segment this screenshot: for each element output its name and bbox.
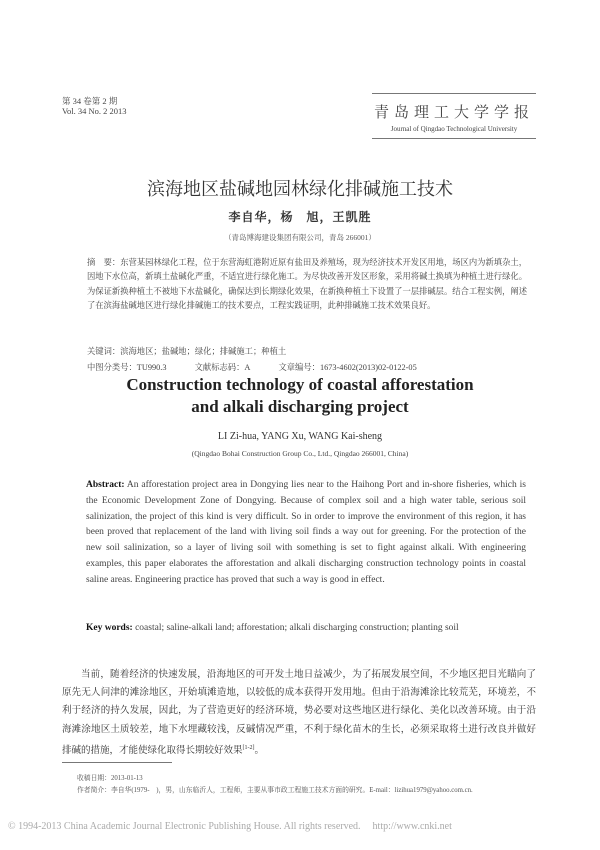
- abstract-en-label: Abstract:: [86, 480, 125, 490]
- title-en-line2: and alkali discharging project: [191, 397, 409, 416]
- journal-name-cn: 青岛理工大学学报: [373, 105, 534, 121]
- journal-name-en: Journal of Qingdao Technological University: [390, 125, 518, 133]
- footnote-divider: [62, 762, 172, 763]
- cnki-link[interactable]: http://www.cnki.net: [372, 821, 452, 832]
- body-paragraph: [62, 666, 536, 760]
- abstract-en-text: An afforestation project area in Dongying lies near to the Haihong Port and in-shore fisheries, which is the Economic Development Zone of Dongying. Because of complex soil and a high water table, serious soil salinization, the project of this kind is very difficult. So in order to improve the environment of this region, it has been proved that replacement of the land with living soil finds a way out for greening. For the protection of the new soil salinization, so a layer of living soil with something is set to fight against alkali. With engineering examples, this paper elaborates the afforestation and alkali discharging construction technology points in coastal saline areas. Engineering practice has proved that such a way is good in effect.: [86, 480, 526, 585]
- footnote-received: 收稿日期：2013-01-13: [77, 775, 143, 782]
- abstract-en: [86, 478, 526, 589]
- keywords-en-text: coastal; saline-alkali land; afforestation; alkali discharging construction; planting soil: [135, 623, 459, 633]
- body-text: 当前，随着经济的快速发展，沿海地区的可开发土地日益减少，为了拓展发展空间，不少地区把目光瞄向了原先无人问津的滩涂地区，开始填滩造地，以较低的成本获得开发用地。但由于沿海滩涂比较荒芜，环境差，不利于经济的持久发展，因此，为了营造更好的经济环境，势必要对这些地区进行绿化、美化以改善环境。由于沿海滩涂地区土质较差，地下水埋藏较浅，反碱情况严重，不利于绿化苗木的生长，必须采取将土进行改良并做好排碱的措施，才能使绿化取得长期较好效果: [62, 670, 536, 756]
- affiliation-en: (Qingdao Bohai Construction Group Co., Ltd., Qingdao 266001, China): [191, 449, 409, 458]
- authors-cn: 李自华，杨 旭，王凯胜: [228, 210, 372, 224]
- document-code: 文献标志码：A: [194, 363, 251, 372]
- issue-info: [62, 96, 127, 116]
- footnote-author-bio: 作者简介：李自华(1979- )，男，山东临沂人，工程师，主要从事市政工程施工技术方面的研究。E-mail：lizihua1979@yahoo.com.cn.: [77, 787, 473, 794]
- copyright-text: © 1994-2013 China Academic Journal Electronic Publishing House. All rights reserved.: [8, 821, 361, 832]
- keywords-cn: 关键词：滨海地区；盐碱地；绿化；排碱施工；种植土: [87, 347, 287, 356]
- keywords-en: [86, 620, 526, 636]
- affiliation-cn: （青岛博海建设集团有限公司，青岛 266001）: [224, 233, 376, 242]
- issue-en: Vol. 34 No. 2 2013: [62, 106, 127, 116]
- abstract-cn-label: 摘 要：: [87, 258, 121, 267]
- authors-en: LI Zi-hua, YANG Xu, WANG Kai-sheng: [217, 431, 383, 442]
- copyright-footer: [8, 821, 452, 832]
- journal-header: [372, 93, 536, 139]
- title-en-line1: Construction technology of coastal afforestation: [126, 375, 474, 394]
- clc-number: 中图分类号：TU990.3: [87, 363, 167, 372]
- citation[interactable]: [1-2]: [242, 744, 255, 751]
- abstract-cn: [87, 256, 527, 313]
- body-end: 。: [254, 745, 265, 756]
- issue-cn: 第 34 卷第 2 期: [62, 96, 118, 106]
- article-number: 文章编号：1673-4602(2013)02-0122-05: [278, 363, 417, 372]
- keywords-en-label: Key words:: [86, 623, 133, 633]
- classification-cn: [87, 361, 527, 373]
- abstract-cn-text: 东营某园林绿化工程，位于东营海虹港附近原有盐田及养殖场，现为经济技术开发区用地，场区内为新填杂土，因地下水位高，新填土盐碱化严重，不适宜进行绿化施工。为尽快改善开发区形象，采用将碱土换填为种植土进行绿化。为保证新换种植土不被地下水盐碱化，确保达到长期绿化效果，在新换种植土下设置了一层排碱层。结合工程实例，阐述了在滨海盐碱地区进行绿化排碱施工的技术要点，工程实践证明，此种排碱施工技术效果良好。: [87, 258, 527, 310]
- paper-title-cn: 滨海地区盐碱地园林绿化排碱施工技术: [147, 179, 453, 199]
- paper-title-en: [0, 374, 600, 418]
